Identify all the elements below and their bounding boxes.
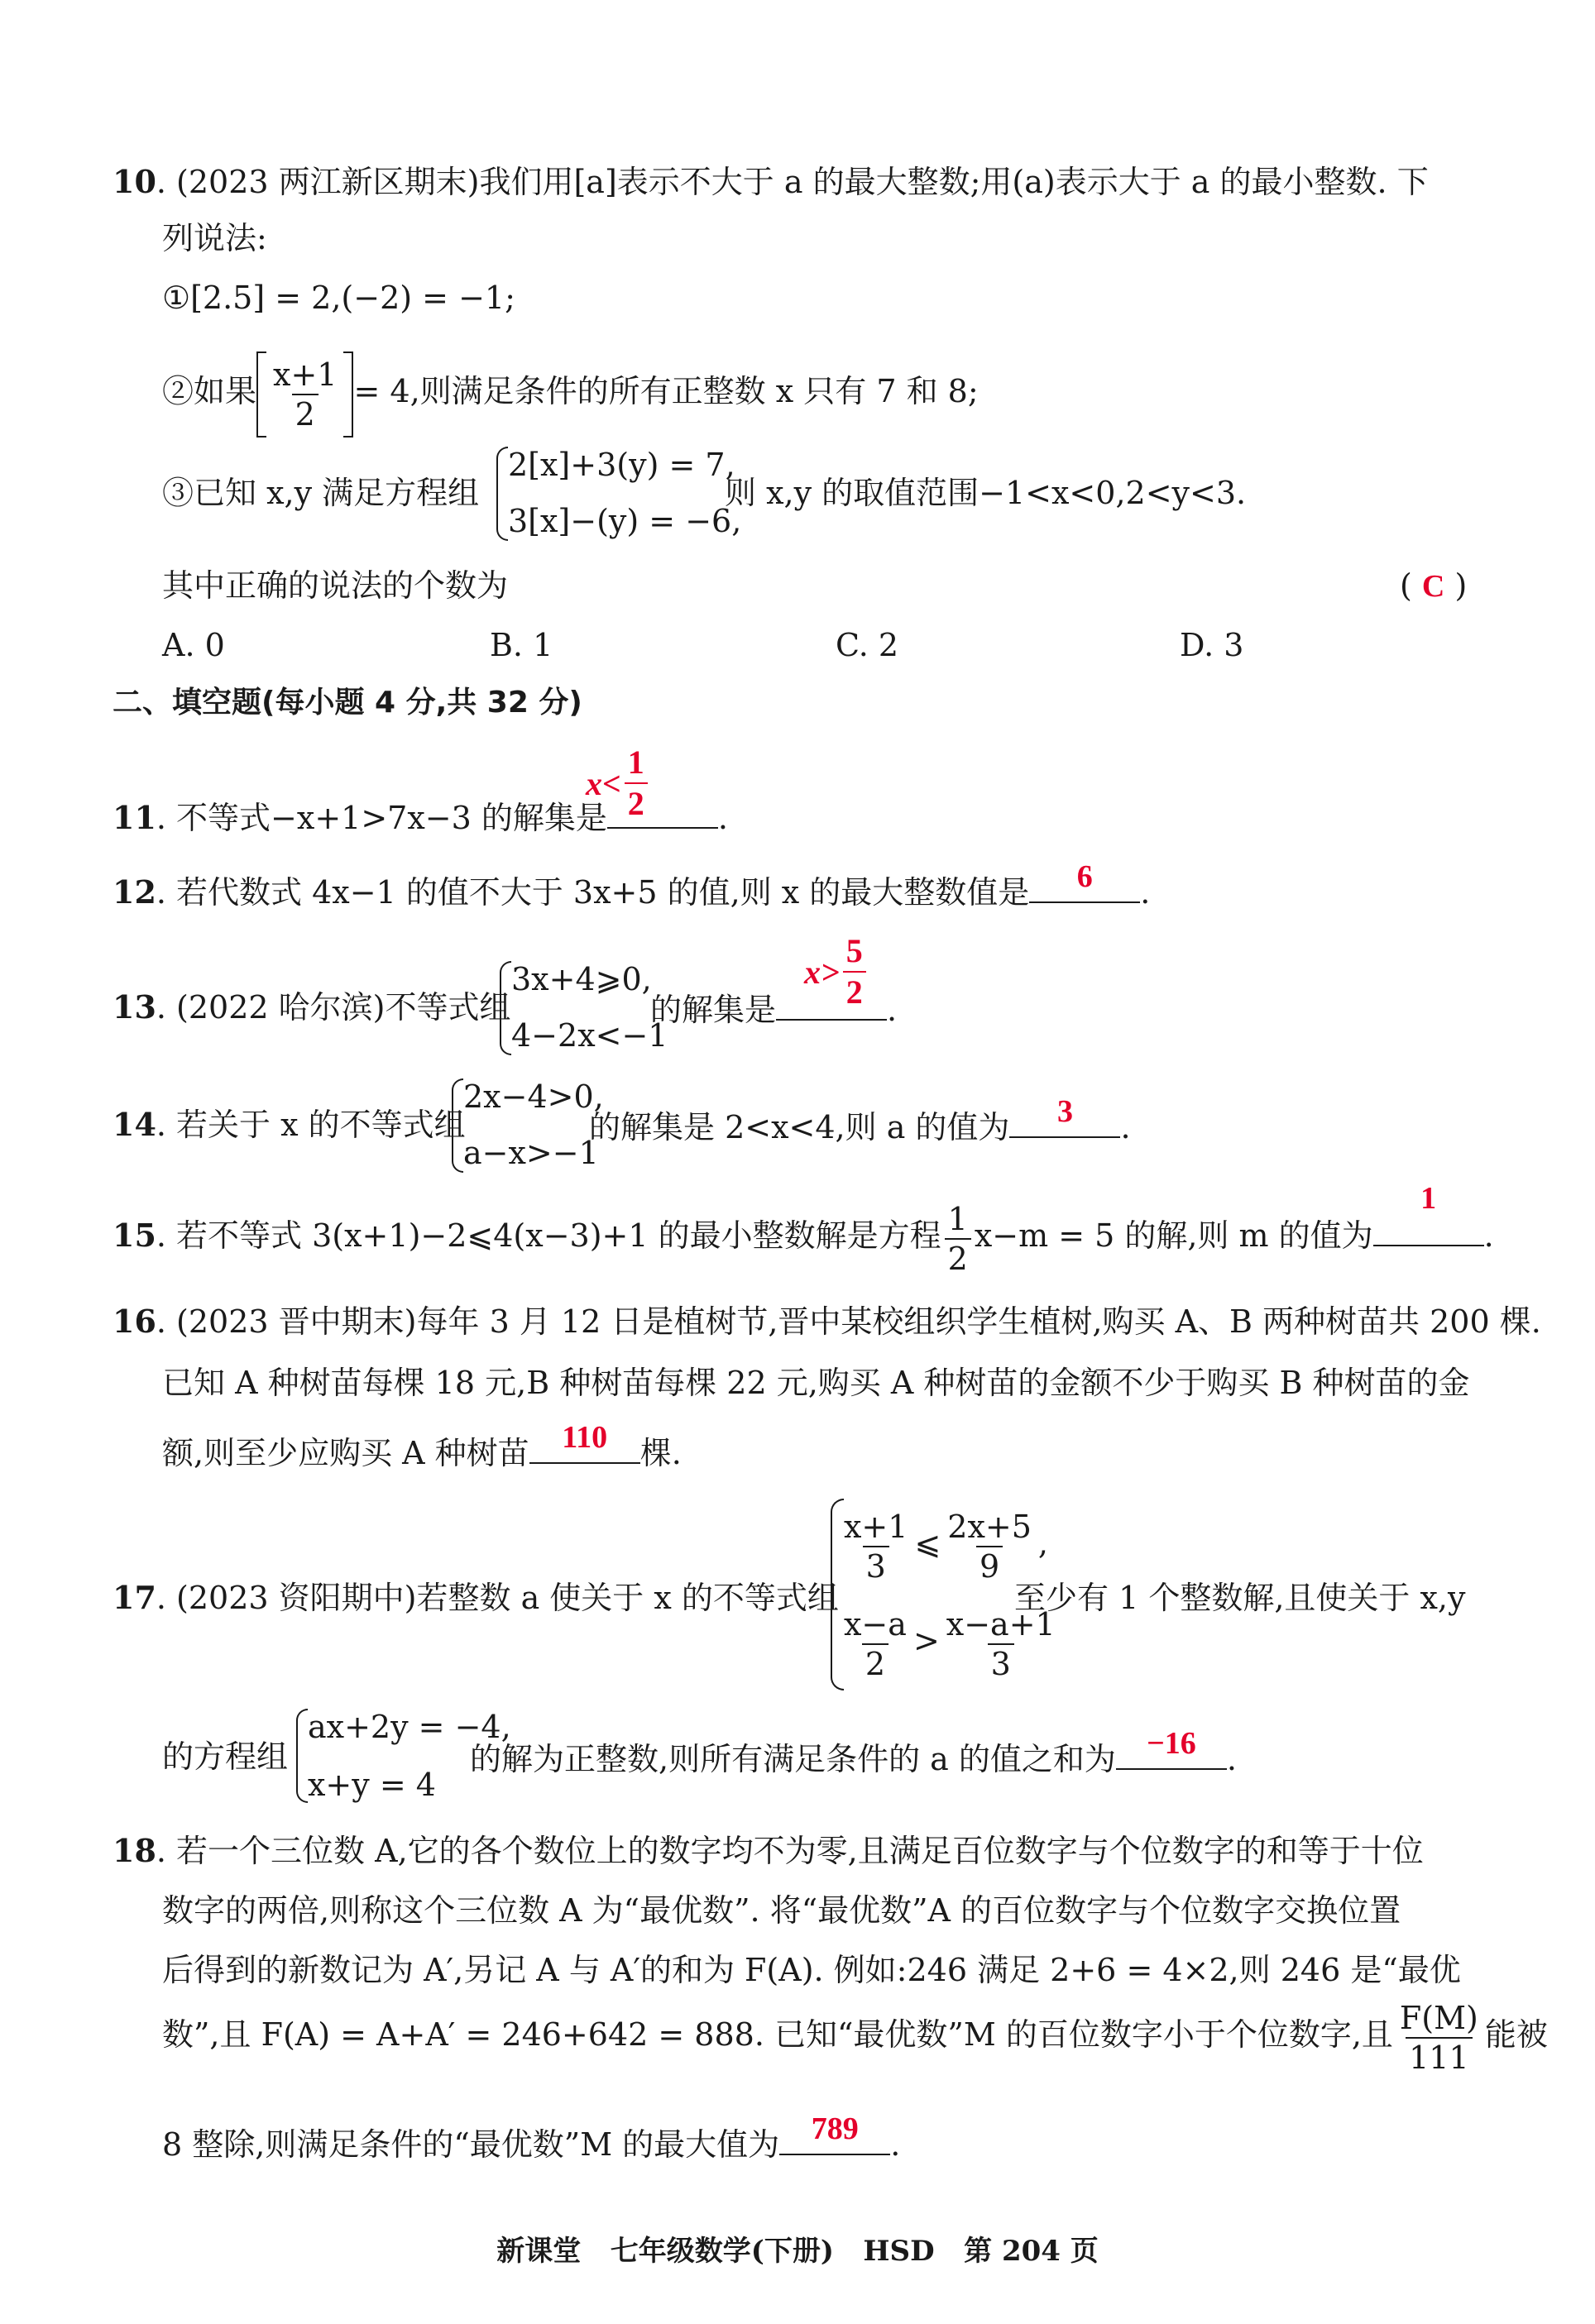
q10-number: 10 xyxy=(113,163,156,200)
q10-line2: 列说法: xyxy=(162,220,267,256)
q14-system-brace xyxy=(452,1078,463,1173)
q13-pre: 13. (2022 哈尔滨)不等式组 xyxy=(113,988,511,1026)
q15-answer: 1 xyxy=(1420,1181,1437,1216)
q18-line1: 18. 若一个三位数 A,它的各个数位上的数字均不为零,且满足百位数字与个位数字的和等于十位 xyxy=(113,1832,1424,1869)
q17-blank xyxy=(1116,1726,1227,1770)
page-footer: 新课堂 七年级数学(下册) HSD 第 204 页 xyxy=(496,2235,1099,2268)
q15: 15. 若不等式 3(x+1)−2⩽4(x−3)+1 的最小整数解是方程 $\frac{1}{2}$ x−m = 5 的解,则 m 的值为 1 . xyxy=(113,1194,1494,1277)
q18-blank xyxy=(779,2111,890,2155)
q18-line2: 数字的两倍,则称这个三位数 A 为“最优数”. 将“最优数”A 的百位数字与个位数字交换位置 xyxy=(162,1892,1401,1929)
q10-option-b: B. 1 xyxy=(490,627,553,663)
q10-option-c: C. 2 xyxy=(836,627,899,663)
q11-answer: x< $\frac{1}{2}$ xyxy=(586,746,651,820)
right-bracket xyxy=(343,351,353,438)
q17-post: 至少有 1 个整数解,且使关于 x,y xyxy=(1014,1580,1466,1616)
q17-ineq1: $\frac{x+1}{3}$ ⩽ $\frac{2x+5}{9}$ , xyxy=(844,1508,1049,1585)
q10-fraction: $\frac{x+1}{2}$ xyxy=(273,356,338,433)
q10-answer: C xyxy=(1421,569,1445,604)
section-title: 二、填空题(每小题 4 分,共 32 分) xyxy=(113,686,582,720)
left-bracket xyxy=(256,351,266,438)
q16-line2: 已知 A 种树苗每棵 18 元,B 种树苗每棵 22 元,购买 A 种树苗的金额不少于购买 B 种树苗的金 xyxy=(162,1365,1470,1401)
q18-line4: 数”,且 F(A) = A+A′ = 246+642 = 888. 已知“最优数”M 的百位数字小于个位数字,且 $\frac{F(M)}{111}$ 能被 xyxy=(162,1999,1548,2076)
q10-option-a: A. 0 xyxy=(162,627,225,663)
q17-eq1: ax+2y = −4, xyxy=(308,1709,511,1745)
q13-eq1: 3x+4⩾0, xyxy=(511,961,652,997)
q14-answer: 3 xyxy=(1056,1094,1073,1129)
q18-line3: 后得到的新数记为 A′,另记 A 与 A′的和为 F(A). 例如:246 满足 2+6 = 4×2,则 246 是“最优 xyxy=(162,1952,1461,1988)
q10-eq2: 3[x]−(y) = −6, xyxy=(508,503,742,539)
q13-system-brace xyxy=(500,961,511,1055)
q17-answer: −16 xyxy=(1147,1726,1196,1761)
q17-eq-brace xyxy=(296,1709,308,1803)
q12-answer: 6 xyxy=(1076,859,1093,894)
q14-eq2: a−x>−1 xyxy=(463,1135,599,1171)
q17-ineq2: $\frac{x-a}{2}$ > $\frac{x-a+1}{3}$ xyxy=(844,1605,1056,1682)
q10-item1: ①[2.5] = 2,(−2) = −1; xyxy=(162,280,515,316)
q17-eq2: x+y = 4 xyxy=(308,1767,436,1803)
q14-pre: 14. 若关于 x 的不等式组 xyxy=(113,1106,466,1143)
q13-eq2: 4−2x<−1 xyxy=(511,1017,668,1054)
q10-system-brace xyxy=(496,447,508,541)
q10-line1: 10. (2023 两江新区期末)我们用[a]表示不大于 a 的最大整数;用(a)表示大于 a 的最小整数. 下 xyxy=(113,163,1429,200)
q10-item2: ②如果 $\frac{x+1}{2}$ = 4,则满足条件的所有正整数 x 只有 7 和 8; xyxy=(162,346,979,438)
q15-blank xyxy=(1373,1181,1484,1246)
q11: 11. 不等式−x+1>7x−3 的解集是 . xyxy=(113,796,728,838)
q16-answer: 110 xyxy=(562,1420,608,1455)
q13-post: 的解集是 . xyxy=(650,987,897,1030)
q18-answer: 789 xyxy=(811,2111,859,2146)
q10-eq1: 2[x]+3(y) = 7, xyxy=(508,447,735,483)
q14-blank xyxy=(1009,1094,1120,1138)
q10-option-d: D. 3 xyxy=(1180,627,1244,663)
q16-blank xyxy=(529,1420,640,1464)
q12-blank xyxy=(1029,859,1140,903)
q13-answer: x> $\frac{5}{2}$ xyxy=(804,935,869,1009)
q10-question: 其中正确的说法的个数为 xyxy=(162,567,509,604)
q10-item3-pre: ③已知 x,y 满足方程组 xyxy=(162,475,480,511)
q17-line2-pre: 的方程组 xyxy=(162,1738,289,1775)
q10-item3-post: 则 x,y 的取值范围−1<x<0,2<y<3. xyxy=(725,475,1247,511)
q16-line1: 16. (2023 晋中期末)每年 3 月 12 日是植树节,晋中某校组织学生植树,购买 A、B 两种树苗共 200 棵. xyxy=(113,1303,1541,1340)
q18-line5: 8 整除,则满足条件的“最优数”M 的最大值为 789 . xyxy=(162,2122,900,2164)
q16-line3: 额,则至少应购买 A 种树苗 110 棵. xyxy=(162,1431,682,1473)
q17-line2-post: 的解为正整数,则所有满足条件的 a 的值之和为 −16 . xyxy=(470,1737,1237,1779)
q14-eq1: 2x−4>0, xyxy=(463,1078,604,1115)
q12: 12. 若代数式 4x−1 的值不大于 3x+5 的值,则 x 的最大整数值是 6 . xyxy=(113,870,1150,912)
q14-post: 的解集是 2<x<4,则 a 的值为 3 . xyxy=(589,1105,1131,1147)
q10-answer-box: ( C ) xyxy=(1400,567,1468,604)
q17-pre: 17. (2023 资阳期中)若整数 a 使关于 x 的不等式组 xyxy=(113,1579,839,1616)
